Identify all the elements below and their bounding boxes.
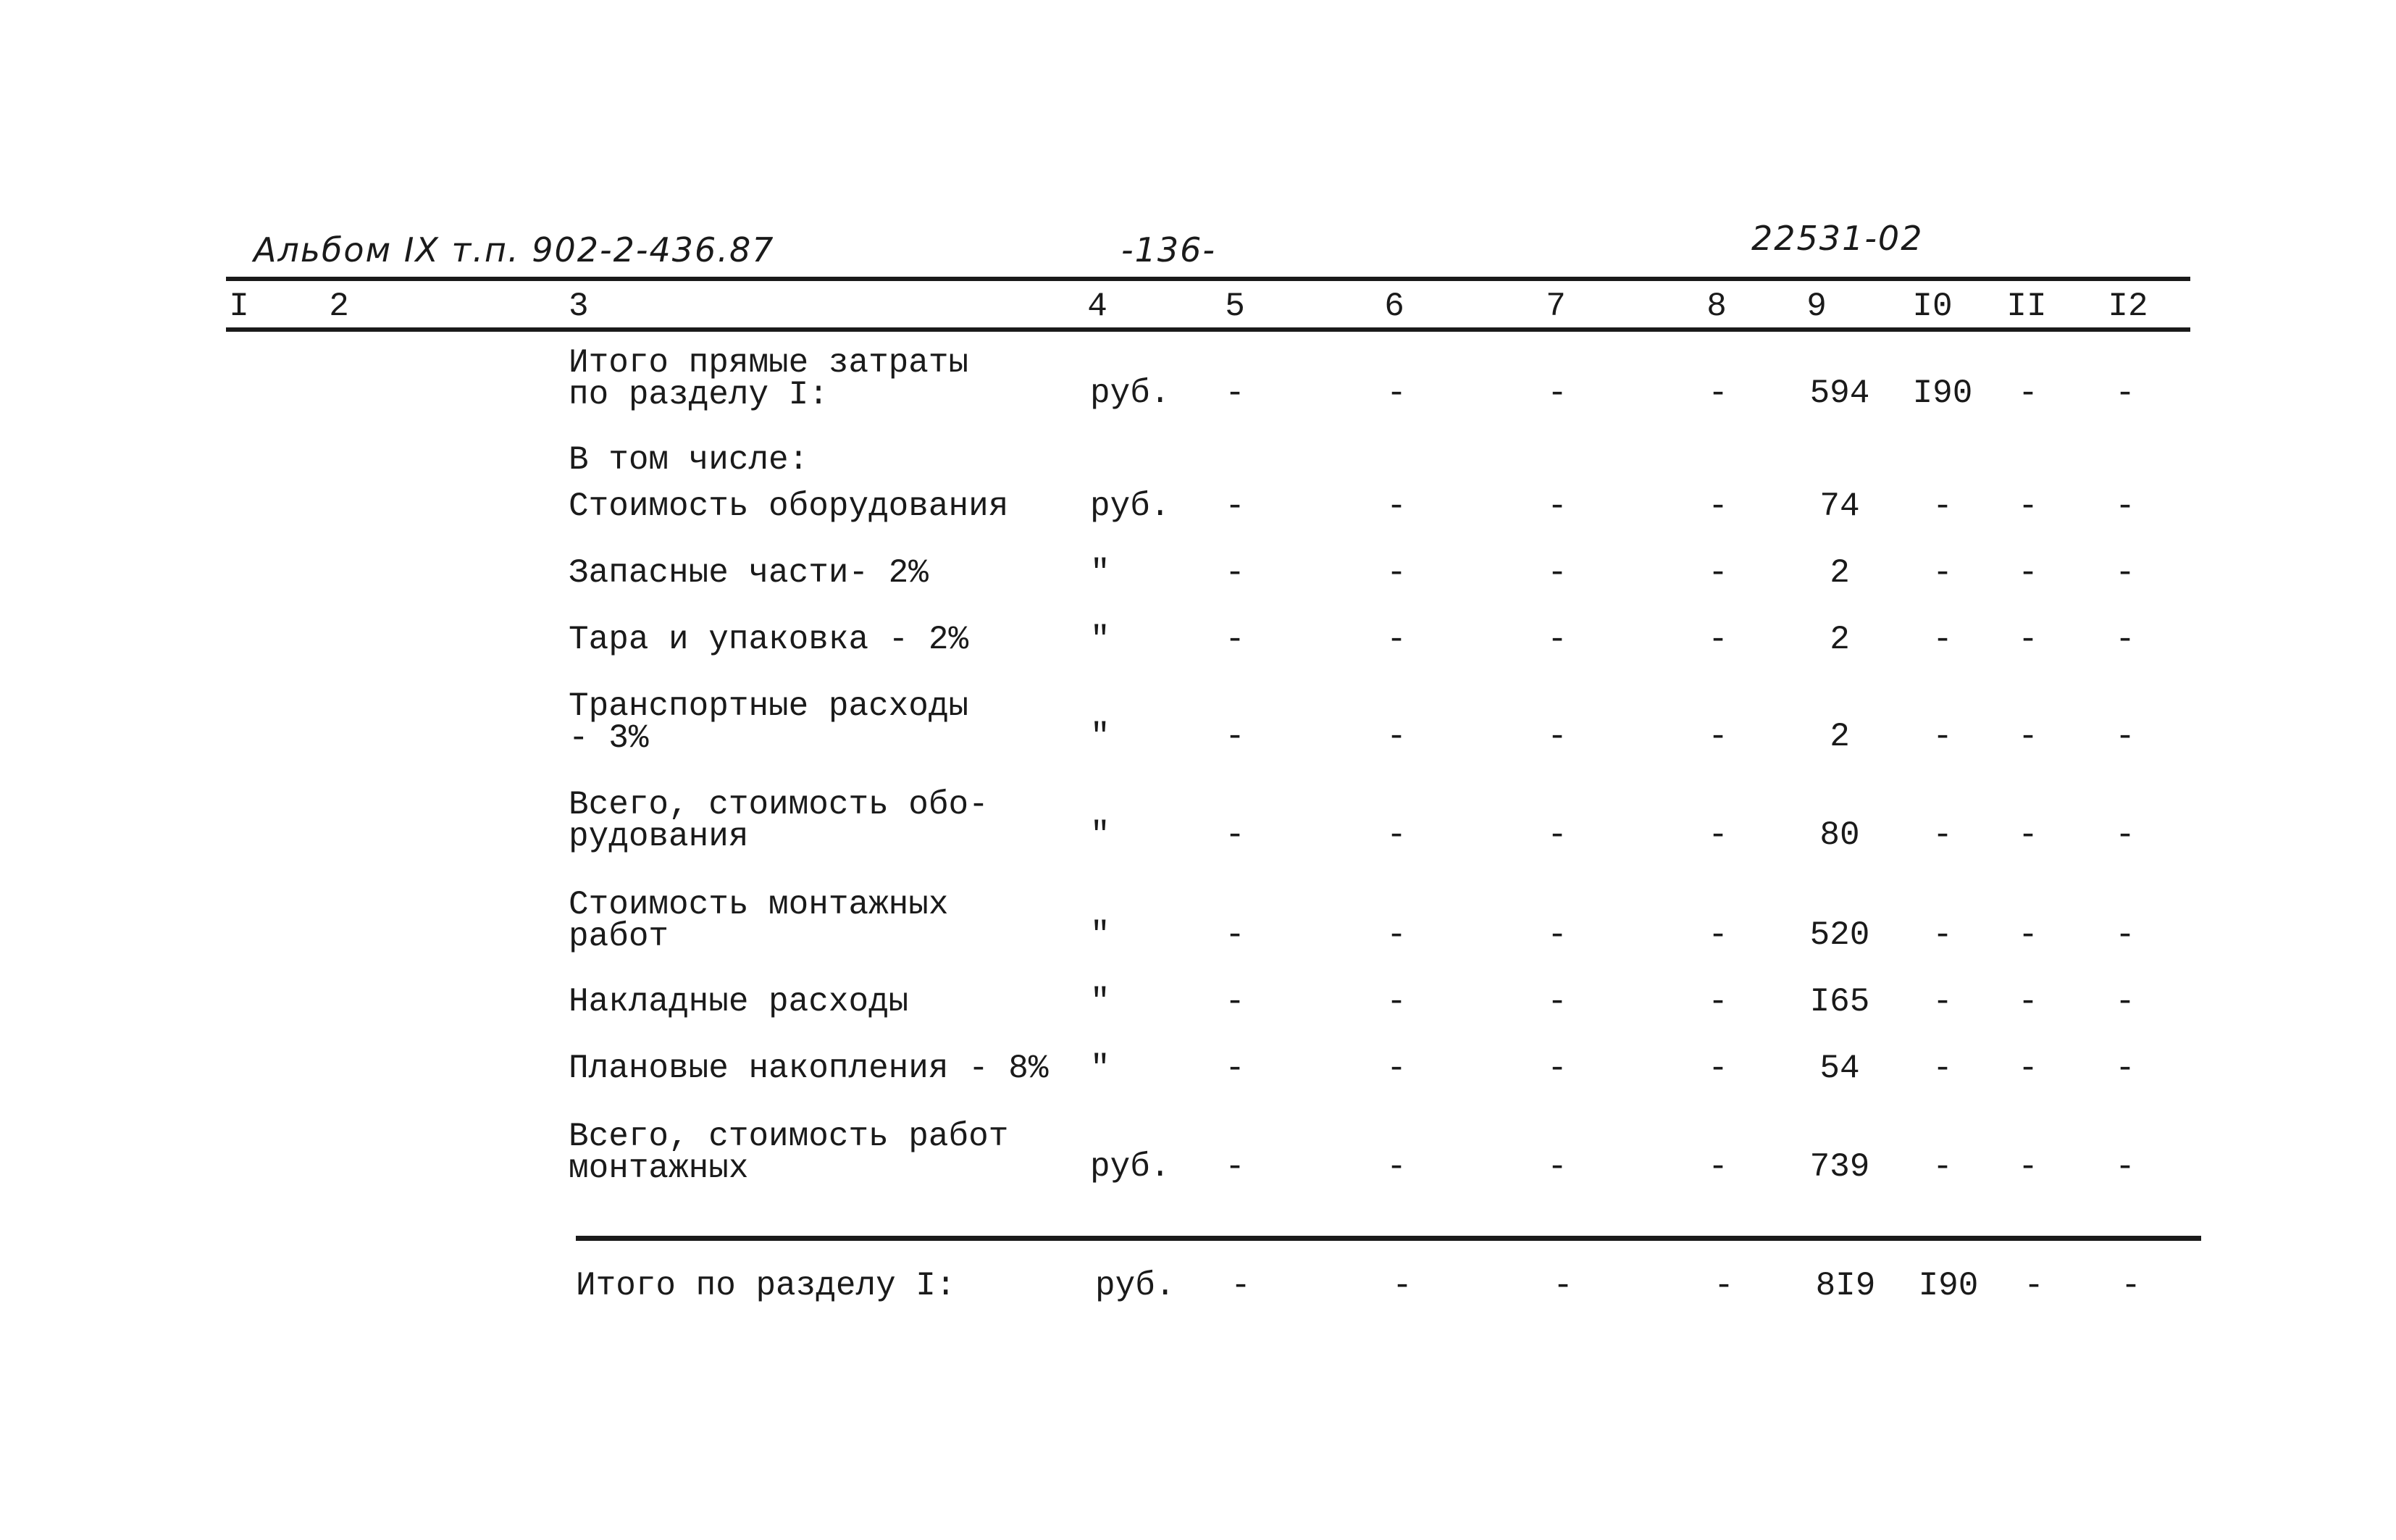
row-5-description-line-1: Тара и упаковка - 2% (569, 621, 969, 658)
row-6-col-7: - (1547, 718, 1567, 756)
row-1-col-5: - (1225, 374, 1245, 412)
row-7-col-7: - (1547, 816, 1567, 854)
row-10-col-8: - (1708, 1050, 1728, 1087)
row-9-col-9: I65 (1809, 983, 1870, 1021)
row-1-col-7: - (1547, 374, 1567, 412)
row-3-col-10: - (1932, 487, 1953, 525)
total-col-8: - (1714, 1267, 1734, 1305)
total-col-9: 8I9 (1815, 1267, 1876, 1305)
row-1-col-8: - (1708, 374, 1728, 412)
row-7-col-5: - (1225, 816, 1245, 854)
row-11-description-line-1: Всего, стоимость работ (569, 1118, 1009, 1155)
row-3-col-5: - (1225, 487, 1245, 525)
total-col-7: - (1553, 1267, 1573, 1305)
column-number-6: 6 (1384, 288, 1404, 325)
row-6-col-12: - (2115, 718, 2135, 756)
row-5-col-8: - (1708, 621, 1728, 658)
total-col-5: - (1231, 1267, 1251, 1305)
column-number-7: 7 (1546, 288, 1566, 325)
column-number-9: 9 (1806, 288, 1827, 325)
column-number-5: 5 (1225, 288, 1245, 325)
header-bottom-rule (226, 327, 2190, 332)
row-10-col-10: - (1932, 1050, 1953, 1087)
document-code: 22531-02 (1751, 219, 1924, 258)
row-8-col-6: - (1386, 916, 1407, 954)
row-8-col-11: - (2018, 916, 2038, 954)
row-10-col-5: - (1225, 1050, 1245, 1087)
row-6-col-8: - (1708, 718, 1728, 756)
row-5-unit: " (1090, 621, 1110, 658)
row-5-col-10: - (1932, 621, 1953, 658)
row-7-col-8: - (1708, 816, 1728, 854)
row-3-unit: руб. (1090, 487, 1170, 525)
row-11-col-10: - (1932, 1148, 1953, 1186)
row-1-col-10: I90 (1912, 374, 1973, 412)
row-4-col-6: - (1386, 554, 1407, 592)
row-4-col-10: - (1932, 554, 1953, 592)
row-6-col-9: 2 (1830, 718, 1850, 756)
total-col-11: - (2024, 1267, 2044, 1305)
row-10-col-12: - (2115, 1050, 2135, 1087)
column-number-10: I0 (1912, 288, 1953, 325)
total-unit: руб. (1095, 1267, 1176, 1305)
row-8-col-8: - (1708, 916, 1728, 954)
row-11-col-8: - (1708, 1148, 1728, 1186)
row-6-description-line-1: Транспортные расходы (569, 687, 969, 725)
row-9-col-11: - (2018, 983, 2038, 1021)
row-4-col-12: - (2115, 554, 2135, 592)
row-11-col-7: - (1547, 1148, 1567, 1186)
row-4-col-9: 2 (1830, 554, 1850, 592)
row-10-description-line-1: Плановые накопления - 8% (569, 1050, 1049, 1087)
row-1-col-12: - (2115, 374, 2135, 412)
row-5-col-11: - (2018, 621, 2038, 658)
row-7-unit: " (1090, 816, 1110, 854)
row-4-col-11: - (2018, 554, 2038, 592)
total-col-6: - (1392, 1267, 1412, 1305)
row-11-col-9: 739 (1809, 1148, 1870, 1186)
row-7-description-line-2: рудования (569, 818, 749, 855)
header-top-rule (226, 277, 2190, 281)
row-8-description-line-2: работ (569, 918, 669, 955)
row-7-col-9: 80 (1819, 816, 1860, 854)
total-separator-rule (576, 1236, 2201, 1241)
row-4-description-line-1: Запасные части- 2% (569, 554, 929, 592)
row-10-unit: " (1090, 1050, 1110, 1087)
row-5-col-5: - (1225, 621, 1245, 658)
row-7-col-12: - (2115, 816, 2135, 854)
column-number-8: 8 (1706, 288, 1727, 325)
row-11-unit: руб. (1090, 1148, 1170, 1186)
column-number-11: II (2006, 288, 2047, 325)
row-3-col-8: - (1708, 487, 1728, 525)
row-2-description-line-1: В том числе: (569, 441, 809, 479)
row-4-unit: " (1090, 554, 1110, 592)
row-3-col-7: - (1547, 487, 1567, 525)
row-9-unit: " (1090, 983, 1110, 1021)
row-8-col-5: - (1225, 916, 1245, 954)
row-9-col-6: - (1386, 983, 1407, 1021)
row-1-col-6: - (1386, 374, 1407, 412)
row-4-col-5: - (1225, 554, 1245, 592)
row-4-col-8: - (1708, 554, 1728, 592)
row-9-col-5: - (1225, 983, 1245, 1021)
row-11-col-11: - (2018, 1148, 2038, 1186)
row-5-col-12: - (2115, 621, 2135, 658)
row-10-col-6: - (1386, 1050, 1407, 1087)
total-description: Итого по разделу I: (576, 1267, 956, 1305)
column-number-12: I2 (2108, 288, 2148, 325)
row-1-description-line-1: Итого прямые затраты (569, 344, 969, 382)
row-10-col-11: - (2018, 1050, 2038, 1087)
column-number-4: 4 (1087, 288, 1107, 325)
column-number-1: I (229, 288, 249, 325)
page-number: -136- (1121, 230, 1216, 269)
row-10-col-7: - (1547, 1050, 1567, 1087)
row-6-col-5: - (1225, 718, 1245, 756)
row-11-col-12: - (2115, 1148, 2135, 1186)
row-3-col-11: - (2018, 487, 2038, 525)
row-9-col-8: - (1708, 983, 1728, 1021)
row-7-col-6: - (1386, 816, 1407, 854)
row-6-description-line-2: - 3% (569, 719, 649, 757)
row-6-col-6: - (1386, 718, 1407, 756)
row-5-col-9: 2 (1830, 621, 1850, 658)
row-1-col-11: - (2018, 374, 2038, 412)
row-11-description-line-2: монтажных (569, 1150, 749, 1187)
row-7-col-11: - (2018, 816, 2038, 854)
row-1-description-line-2: по разделу I: (569, 376, 829, 414)
row-9-col-12: - (2115, 983, 2135, 1021)
row-7-description-line-1: Всего, стоимость обо- (569, 786, 989, 824)
album-reference: Альбом IX т.п. 902-2-436.87 (254, 230, 775, 269)
total-col-12: - (2121, 1267, 2141, 1305)
row-6-col-10: - (1932, 718, 1953, 756)
row-3-col-12: - (2115, 487, 2135, 525)
row-7-col-10: - (1932, 816, 1953, 854)
row-9-col-10: - (1932, 983, 1953, 1021)
row-8-col-10: - (1932, 916, 1953, 954)
row-10-col-9: 54 (1819, 1050, 1860, 1087)
row-3-col-6: - (1386, 487, 1407, 525)
row-11-col-5: - (1225, 1148, 1245, 1186)
column-number-2: 2 (329, 288, 349, 325)
row-8-col-7: - (1547, 916, 1567, 954)
row-6-unit: " (1090, 718, 1110, 756)
row-5-col-7: - (1547, 621, 1567, 658)
row-8-col-9: 520 (1809, 916, 1870, 954)
column-number-3: 3 (569, 288, 589, 325)
row-4-col-7: - (1547, 554, 1567, 592)
total-col-10: I90 (1918, 1267, 1979, 1305)
row-3-description-line-1: Стоимость оборудования (569, 487, 1009, 525)
row-6-col-11: - (2018, 718, 2038, 756)
row-1-col-9: 594 (1809, 374, 1870, 412)
row-5-col-6: - (1386, 621, 1407, 658)
row-1-unit: руб. (1090, 374, 1170, 412)
row-11-col-6: - (1386, 1148, 1407, 1186)
row-9-col-7: - (1547, 983, 1567, 1021)
row-8-unit: " (1090, 916, 1110, 954)
row-8-description-line-1: Стоимость монтажных (569, 886, 949, 924)
row-9-description-line-1: Накладные расходы (569, 983, 909, 1021)
row-8-col-12: - (2115, 916, 2135, 954)
row-3-col-9: 74 (1819, 487, 1860, 525)
